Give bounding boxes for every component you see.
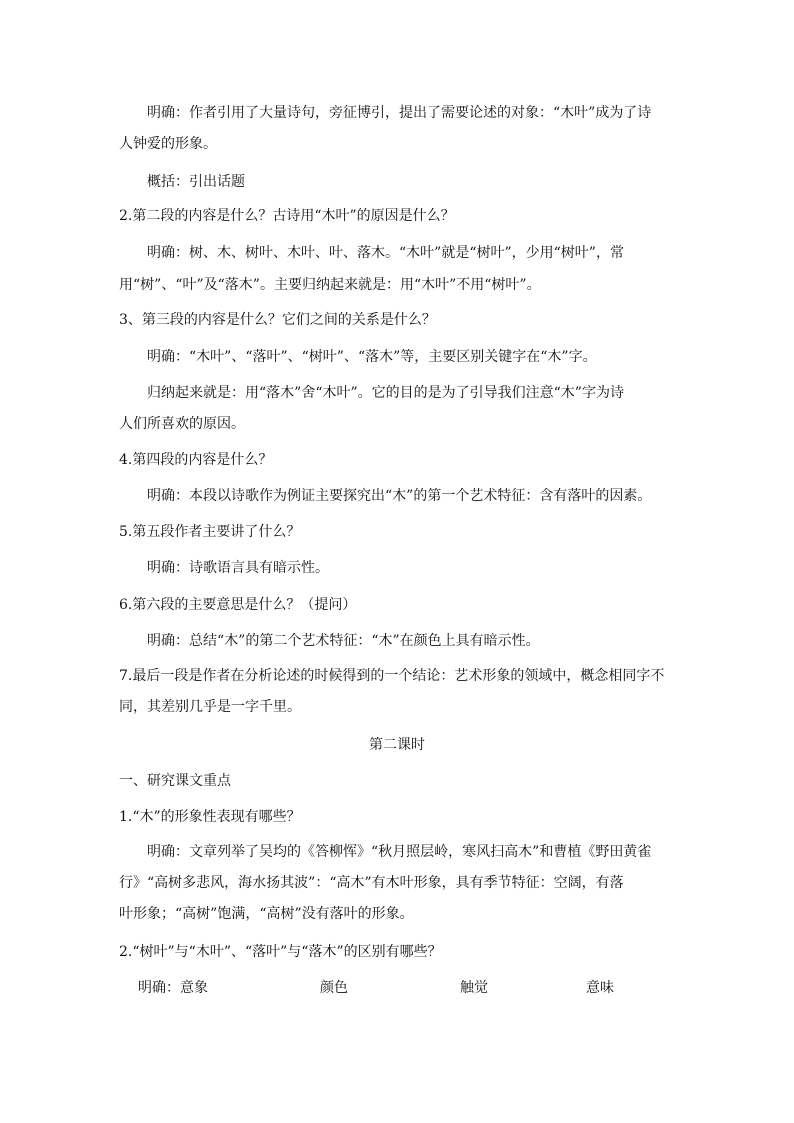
lesson-title: 第二课时	[369, 737, 425, 753]
answer-2-line-1: 明确：树、木、树叶、木叶、叶、落木。“木叶”就是“树叶”，少用“树叶”，常	[147, 245, 624, 261]
answer-3b-line-1: 归纳起来就是：用“落木”舍“木叶”。它的目的是为了引导我们注意“木”字为诗	[147, 385, 624, 401]
question-4: 4.第四段的内容是什么？	[119, 452, 273, 468]
summary-line: 概括：引出话题	[147, 174, 245, 190]
comparison-header-col-1: 意象	[180, 980, 208, 996]
answer-4: 明确：本段以诗歌作为例证主要探究出“木”的第一个艺术特征：含有落叶的因素。	[147, 488, 652, 504]
answer-6: 明确：总结“木”的第二个艺术特征：“木”在颜色上具有暗示性。	[147, 633, 540, 649]
section-answer-1-line-2: 行》“高树多悲风，海水扬其波”：“高木”有木叶形象，具有季节特征：空阔，有落	[119, 875, 624, 891]
answer-1-line-2: 人钟爱的形象。	[119, 136, 217, 152]
comparison-header-col-3: 触觉	[460, 980, 488, 996]
question-6: 6.第六段的主要意思是什么？（提问）	[119, 597, 357, 613]
question-7-line-1: 7.最后一段是作者在分析论述的时候得到的一个结论：艺术形象的领域中，概念相同字不	[119, 668, 665, 684]
answer-5: 明确：诗歌语言具有暗示性。	[147, 560, 329, 576]
answer-1-line-1: 明确：作者引用了大量诗句，旁征博引，提出了需要论述的对象：“木叶”成为了诗	[147, 105, 652, 121]
comparison-header-col-4: 意味	[586, 980, 614, 996]
question-3: 3、第三段的内容是什么？它们之间的关系是什么？	[119, 312, 436, 328]
section-answer-1-line-3: 叶形象；“高树”饱满，“高树”没有落叶的形象。	[119, 906, 414, 922]
comparison-header-col-2: 颜色	[320, 980, 348, 996]
answer-3b-line-2: 人们所喜欢的原因。	[119, 416, 245, 432]
question-5: 5.第五段作者主要讲了什么？	[119, 524, 301, 540]
question-2: 2.第二段的内容是什么？古诗用“木叶”的原因是什么？	[119, 208, 455, 224]
section-question-1: 1.“木”的形象性表现有哪些？	[119, 809, 301, 825]
comparison-header-label: 明确：	[138, 980, 180, 996]
answer-3: 明确：“木叶”、“落叶”、“树叶”、“落木”等，主要区别关键字在“木”字。	[147, 349, 597, 365]
comparison-header-row	[138, 978, 658, 998]
question-7-line-2: 同，其差别几乎是一字千里。	[119, 699, 301, 715]
section-answer-1-line-1: 明确：文章列举了吴均的《答柳恽》“秋月照层岭，寒风扫高木”和曹植《野田黄雀	[147, 844, 652, 860]
section-question-2: 2.“树叶”与“木叶”、“落叶”与“落木”的区别有哪些？	[119, 944, 442, 960]
answer-2-line-2: 用“树”、“叶”及“落木”。主要归纳起来就是：用“木叶”不用“树叶”。	[119, 277, 541, 293]
section-heading: 一、研究课文重点	[119, 773, 231, 789]
